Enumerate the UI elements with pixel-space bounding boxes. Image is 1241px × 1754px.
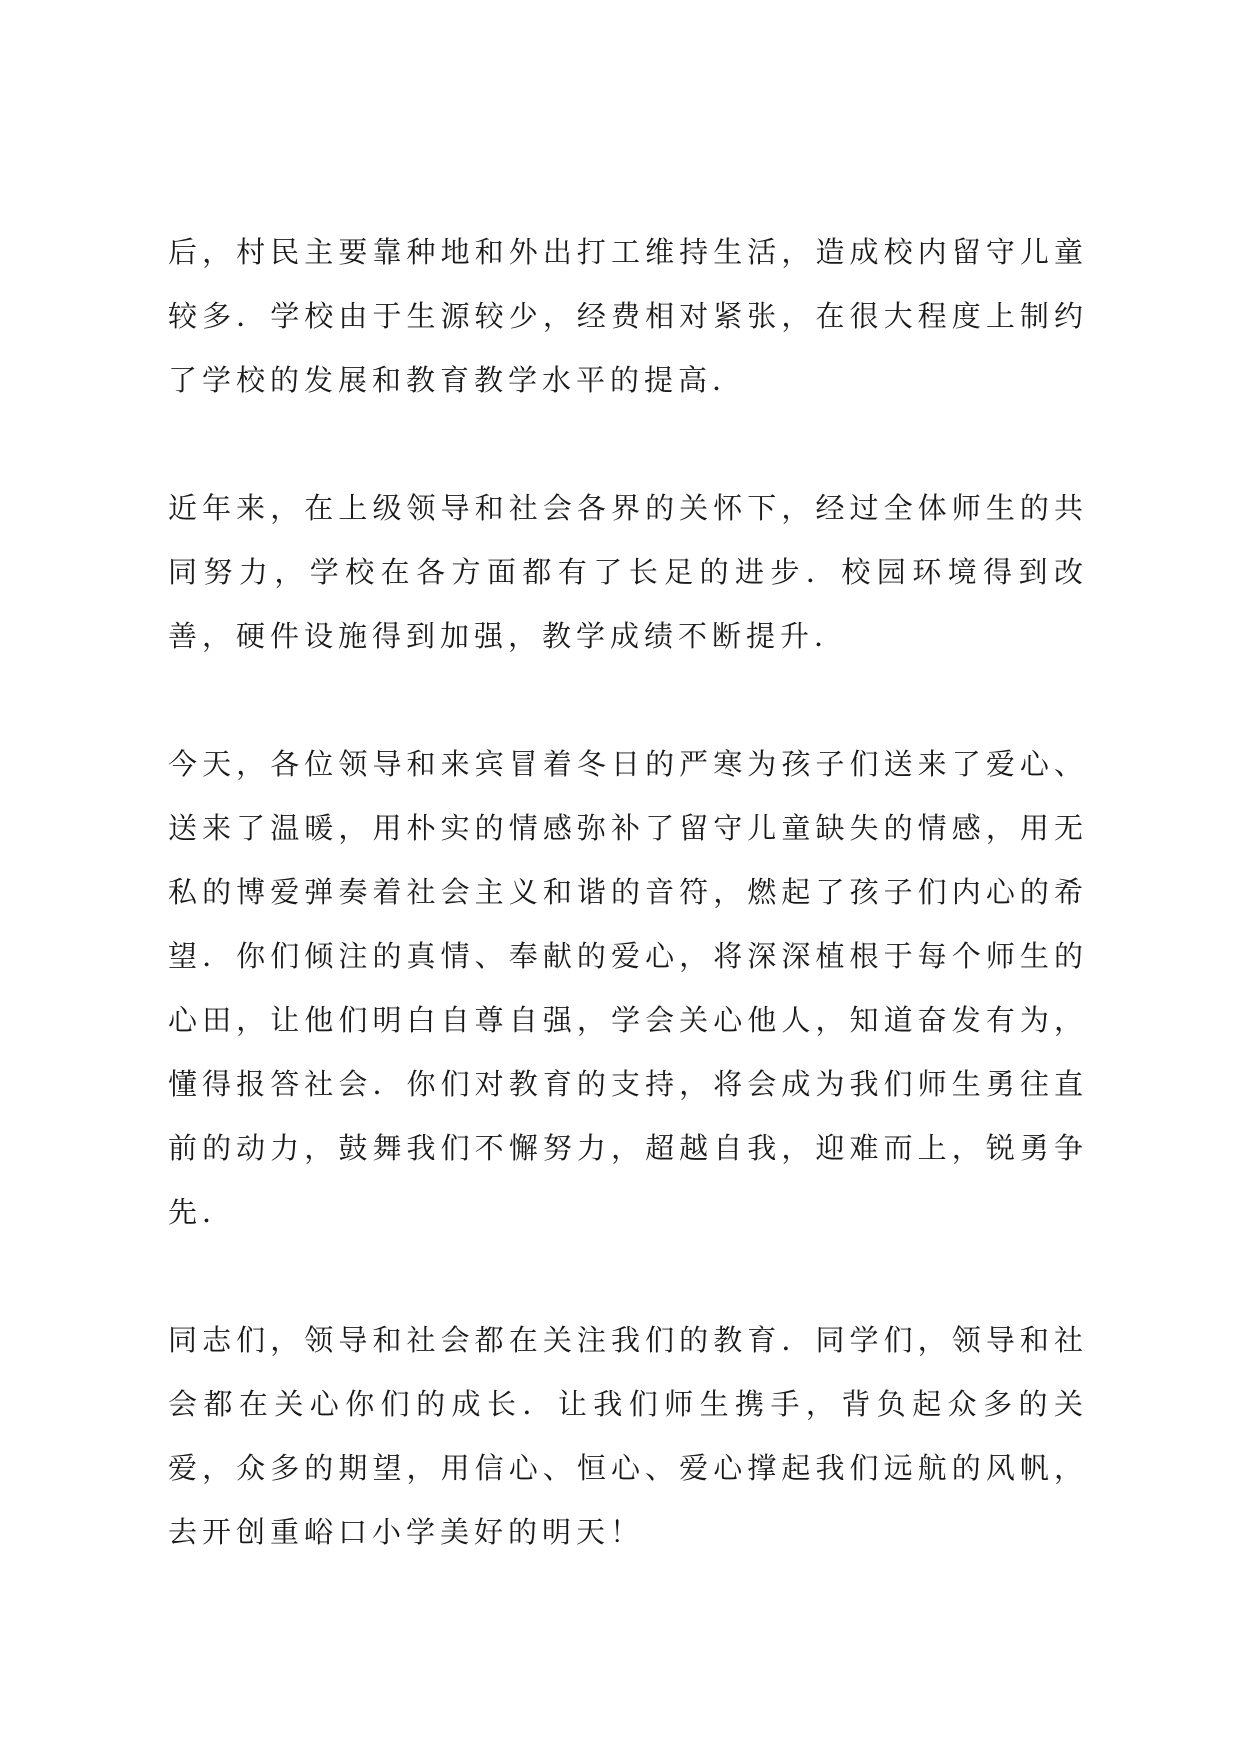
paragraph-spacer xyxy=(168,1244,1088,1308)
paragraph-4: 同志们，领导和社会都在关注我们的教育．同学们，领导和社会都在关心你们的成长．让我们师生携手，背负起众多的关爱，众多的期望，用信心、恒心、爱心撑起我们远航的风帆，去开创重峪口小学美好的明天！ xyxy=(168,1323,1088,1549)
paragraph-3: 今天，各位领导和来宾冒着冬日的严寒为孩子们送来了爱心、送来了温暖，用朴实的情感弥补了留守儿童缺失的情感，用无私的博爱弹奏着社会主义和谐的音符，燃起了孩子们内心的希望．你们倾注的真情、奉献的爱心，将深深植根于每个师生的心田，让他们明白自尊自强，学会关心他人，知道奋发有为，懂得报答社会．你们对教育的支持，将会成为我们师生勇往直前的动力，鼓舞我们不懈努力，超越自我，迎难而上，锐勇争先． xyxy=(168,747,1088,1229)
paragraph-2: 近年来，在上级领导和社会各界的关怀下，经过全体师生的共同努力，学校在各方面都有了长足的进步．校园环境得到改善，硬件设施得到加强，教学成绩不断提升． xyxy=(168,491,1088,653)
document-body xyxy=(168,220,1088,1564)
paragraph-1: 后，村民主要靠种地和外出打工维持生活，造成校内留守儿童较多．学校由于生源较少，经费相对紧张，在很大程度上制约了学校的发展和教育教学水平的提高． xyxy=(168,235,1088,397)
paragraph-spacer xyxy=(168,668,1088,732)
paragraph-spacer xyxy=(168,412,1088,476)
